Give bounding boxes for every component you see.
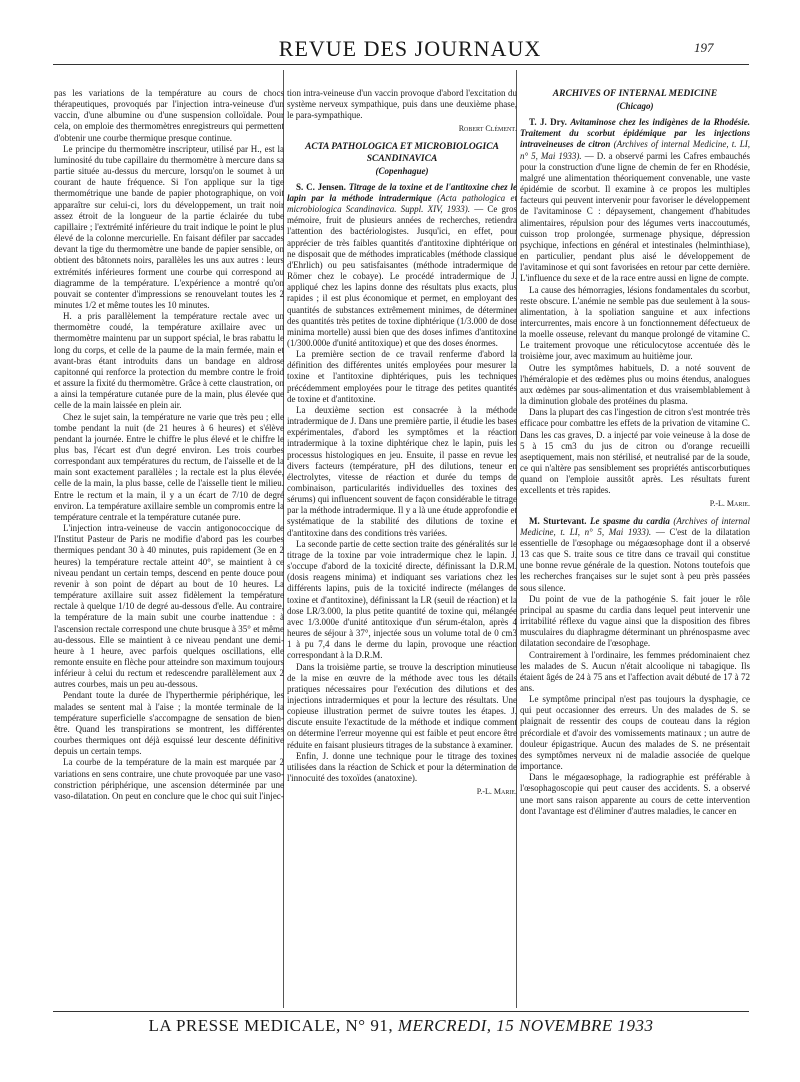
paragraph: Dans la plupart des cas l'ingestion de citron s'est montrée très efficace pour combattre les effets de la privation de vitamine C. Dans les cas graves, D. a injecté par voie veineuse à la dose de 5 à 15 cm3 du jus de citron ou d'orange recueilli aseptiquement, mais non stérilisé, et neutralisé par de la soude, ce qui n'altère pas sensiblement ses propriétés antiscorbutiques quand on l'emploie aussitôt après. Les résultats furent excellents et très rapides. [520,407,750,496]
paragraph: Dans la troisième partie, se trouve la description minutieuse de la mise en œuvre de la méthode avec tous les détails pratiques nécessaires pour l'exécution des dilutions et des injections intradermiques et pour la lecture des résultats. Une copieuse illustration permet de suivre toutes les étapes. J. discute ensuite l'exactitude de la méthode et indique comment on détermine l'erreur moyenne qui est faible et peut encore être réduite en faisant plusieurs titrages de la substance à examiner. [287,661,517,750]
journal-section-title: ARCHIVES OF INTERNAL MEDICINE [552,89,718,99]
article-lead [520,117,750,284]
journal-section-title: ACTA PATHOLOGICA ET MICROBIOLOGICA SCANDINAVICA [305,141,499,164]
journal-section-city: (Copenhague) [375,165,429,176]
article-author: T. J. Dry. [529,117,567,128]
paragraph: Du point de vue de la pathogénie S. fait jouer le rôle principal au spasme du cardia dans lequel peut intervenir une irritabilité réflexe du vague ainsi que la disposition des fibres musculaires du diaphragme déterminant un phrénospasme avec dilatation secondaire de l'œsophage. [520,593,750,649]
footer-journal: LA PRESSE MEDICALE, N° 91, [148,1016,394,1035]
article-lead [287,182,517,349]
paragraph: L'injection intra-veineuse de vaccin antigonococcique de l'Institut Pasteur de Paris ne modifie d'abord pas les courbes thermiques pendant 30 à 40 minutes, puis rapidement (3e en 2 heures) la température rectale atteint 40°, se maintient à ce niveau pendant un certain temps, descend en pente douce pour revenir à son point de départ au bout de 10 heures. La température axillaire suit assez fidèlement la température rectale à quelque 1/10 de degré au-dessous d'elle. Au contraire, la température de la main subit une courbe inattendue : à l'ascension rectale correspond une chute brusque à 35° et même au-dessous. Elle se maintient à ce niveau pendant une demi-heure à 1 heure, avec parfois quelques oscillations, elle remonte ensuite en flèche pour atteindre son maximum toujours inférieur à celui du rectum et redescendre parallèlement aux 2 autres courbes, mais un peu au-dessous. [54,523,284,690]
footer-rule [53,1011,749,1012]
article-reference: (Archives of internal Medicine, t. LI, n° 5, Mai 1933). [520,515,750,537]
article-title: Titrage de la toxine et de l'antitoxine chez le lapin par la méthode intradermique [287,181,517,203]
page-title: REVUE DES JOURNAUX [278,36,542,61]
header-rule [53,64,749,65]
paragraph: Pendant toute la durée de l'hyperthermie périphérique, les malades se sentent mal à l'aise ; la montée terminale de la température superficielle s'accompagne de sensation de bien-être. Quand les transpirations se montrent, les différentes courbes thermiques ont déjà esquissé leur descente définitive depuis un certain temps. [54,690,284,757]
article-intro: — Ce gros mémoire, fruit de plusieurs années de recherches, retiendra l'attention des bactériologistes. Jusqu'ici, en effet, pour apprécier de très faibles quantités d'antitoxine diphtérique on ne disposait que de méthodes impraticables (méthode classique d'Ehrlich) ou peu satisfaisantes (méthode intradermique de Römer chez le cobaye). Le procédé intradermique de J. appliqué chez les lapins donne des résultats plus exacts, plus rapides ; il est plus économique et permet, en employant des quantités de substances extrêmement minimes, de déterminer des quantités très petites de toxine diphtérique (1/3.000 de dose minima mortelle) aussi bien que des doses infimes d'antitoxine (1/300.000e d'unité antitoxique) et que des doses énormes. [287,204,517,348]
article-lead [520,516,750,594]
page-footer [53,1016,749,1036]
paragraph: Dans le mégaœsophage, la radiographie est préférable à l'œsophagoscopie qui peut causer des accidents. S. a observé une mort sans raison apparente au cours de cette intervention dont l'avantage est d'éliminer d'autres maladies, le cancer en [520,772,750,816]
article-reference: (Archives of internal Medicine, t. LI, n° 5, Mai 1933). [520,139,750,161]
page-number: 197 [694,40,714,55]
paragraph: Contrairement à l'ordinaire, les femmes prédominaient chez les malades de S. Aucun n'était alcoolique ni tabagique. Ils étaient âgés de 24 à 75 ans et l'affection avait débuté de 17 à 72 ans. [520,649,750,693]
paragraph: La cause des hémorragies, lésions fondamentales du scorbut, reste obscure. L'anémie ne semble pas due seulement à la sous-alimentation, à la spoliation sanguine et aux infections intercurrentes, mais encore à un fonctionnement défectueux de la moelle osseuse, relevant du manque prolongé de vitamine C. Le traitement provoque une réticulocytose accentuée dès le troisième jour, avec maximum au huitième jour. [520,284,750,362]
paragraph: tion intra-veineuse d'un vaccin provoque d'abord l'excitation du système nerveux sympathique, puis dans une deuxième phase, le para-sympathique. [287,88,517,121]
article-intro: — D. a observé parmi les Cafres embauchés pour la construction d'une ligne de chemin de fer en Rhodésie, malgré une alimentation théoriquement convenable, une vaste épidémie de scorbut. Il examine à ce propos les multiples facteurs qui peuvent intervenir pour favoriser le développement de l'avitaminose C : dépaysement, changement d'habitudes alimentaires, répulsion pour des légumes verts inaccoutumés, cuisson trop prolongée, surmenage physique, dépression psychique, infections en général et intestinales (helminthiase), en particulier, pendant plus aisé le développement de l'avitaminose et qui sont favorisées en retour par cette dernière. L'influence du sexe et de la race entre aussi en ligne de compte. [520,150,750,284]
paragraph: Chez le sujet sain, la température ne varie que très peu ; elle tombe pendant la nuit (de 21 heures à 6 heures) et s'élève pendant la journée. Entre le chiffre le plus élevé et le chiffre le plus bas, l'écart est d'un degré environ. Les trois courbes correspondant aux températures du rectum, de l'aisselle et de la main sont exactement parallèles ; la rectale est la plus élevée, celle de la main, la plus basse, celle de l'aisselle tient le milieu. Entre le rectum et la main, il y a un écart de 7/10 de degré environ. La température axillaire semble un compromis entre la température centrale et la température cutanée pure. [54,411,284,522]
article-intro: — C'est de la dilatation essentielle de l'œsophage ou mégaœsophage dont il a observé 13 cas que S. traite sous ce titre dans ce travail qui constitue une bonne revue générale de la question. Notons toutefois que les recherches françaises sur le sujet sont à peu près passées sous silence. [520,526,750,593]
author-signature: P.-L. Marie. [476,787,517,797]
article-title: Le spasme du cardia [589,515,670,526]
article-author: M. Sturtevant. [529,515,587,526]
column-right [520,88,750,1006]
author-signature: Robert Clément. [458,124,517,134]
paragraph: La seconde partie de cette section traite des généralités sur le titrage de la toxine par voie intradermique chez le lapin. J. s'occupe d'abord de la toxicité directe, définissant la D.R.M. (dosis reagens minima) et indiquant ses variations chez les différents lapins, puis de la toxicité indirecte (mélanges de toxine et d'antitoxine), définissant la LR (seuil de réaction) et la dose LR/3.000, la plus petite quantité de toxine qui, mélangée avec 1/3.000e d'unité antitoxique d'un sérum-étalon, après 4 heures de séjour à 37°, injectée sous un volume total de 0 cm3 1 à pu 7,4 dans le derme du lapin, provoque une réaction correspondant à la D.R.M. [287,538,517,661]
paragraph: pas les variations de la température au cours de chocs thérapeutiques, provoqués par l'injection intra-veineuse d'un vaccin, d'une albumine ou d'une suspension colloïdale. Pour cela, on emploie des thermomètres enregistreurs qui permettent d'obtenir une courbe thermique presque continue. [54,88,284,143]
paragraph: Le symptôme principal n'est pas toujours la dysphagie, ce qui peut occasionner des erreurs. Un des malades de S. se plaignait de ressentir des coups de couteau dans la région précordiale et d'avoir des vomissements matinaux ; un autre de douleur épigastrique. Aucun des malades de S. ne présentait des symptômes nerveux ni de maladie associée de quelque importance. [520,694,750,772]
paragraph: Enfin, J. donne une technique pour le titrage des toxines utilisées dans la réaction de Schick et pour la détermination de l'innocuité des toxoïdes (anatoxine). [287,750,517,784]
journal-section-city: (Chicago) [616,101,654,111]
footer-date: MERCREDI, 15 NOVEMBRE 1933 [397,1016,654,1035]
paragraph: La première section de ce travail renferme d'abord la définition des différentes unités employées pour mesurer la toxine et l'antitoxine diphtériques, puis les techniques précédemment employées pour le titrage des petites quantités de toxine et d'antitoxine. [287,349,517,404]
author-signature: P.-L. Marie. [709,499,750,509]
article-author: S. C. Jensen. [296,181,346,192]
paragraph: La deuxième section est consacrée à la méthode intradermique de J. Dans une première partie, il étudie les bases expérimentales, d'abord les symptômes et la réaction intradermique à la toxine diphtérique chez le lapin, puis les processus histologiques en jeu. Ensuite, il passe en revue les divers facteurs (température, pH des dilutions, teneur en électrolytes, vitesse de réaction et durée du temps de combinaison, particularités individuelles des toxines des sérums) qui influencent souvent de façon considérable le titrage par la méthode intradermique. Il y a là une étude approfondie et systématique de la stabilité des dilutions de toxine et d'antitoxine dans des conditions très variées. [287,404,517,538]
column-left [54,88,284,1006]
column-middle [287,88,517,1006]
paragraph: La courbe de la température de la main est marquée par 2 variations en sens contraire, une chute provoquée par une vaso-constriction périphérique, une ascension déterminée par une vaso-dilatation. On peut en conclure que le choc qui suit l'injec- [54,757,284,801]
article-reference: (Acta pathologica et microbiologica Scandinavica. Suppl. XIV, 1933). [287,192,517,215]
paragraph: H. a pris parallèlement la température rectale avec un thermomètre coudé, la température axillaire avec un thermomètre maintenu par un support spécial, le bras rabattu le long du corps, et celle de la paume de la main fermée, main et avant-bras étant introduits dans un bandage en aldrose capitonné qui renforce la protection du membre contre le froid et assure la fixité du thermomètre. Grâce à cette claustration, on a ainsi la température cutanée pure de la main, plus élevée que celle de la main laissée en plein air. [54,311,284,411]
paragraph: Outre les symptômes habituels, D. a noté souvent de l'héméralopie et des œdèmes plus ou moins étendus, analogues aux œdèmes par sous-alimentation et dus vraisemblablement à la diminution globale des protéines du plasma. [520,362,750,407]
paragraph: Le principe du thermomètre inscripteur, utilisé par H., est la luminosité du tube capillaire du thermomètre à mercure dans sa partie située au-dessus du mercure, lorsqu'on le soumet à un courant de haute fréquence. Si l'on applique sur la tige thermométrique une bande de papier photographique, on voit apparaître sur celui-ci, lors du développement, un trait noir assez étroit de la longueur de la partie éclairée du tube capillaire ; l'extrémité inférieure du trait indique le point le plus élevé de la colonne mercurielle. En faisant défiler par saccades devant la tige du thermomètre une bande de papier sensible, on obtient des bâtonnets noirs, parallèles les uns aux autres : leurs extrémités inférieures forment une courbe qui correspond au diagramme de la température. L'expérience a montré qu'on pouvait se contenter d'impressions se renouvelant toutes les 2 minutes 1/2 et même toutes les 10 minutes. [54,143,284,310]
article-title: Avitaminose chez les indigènes de la Rhodésie. Traitement du scorbut épidémique par les injections intraveineuses de citron [520,117,750,150]
